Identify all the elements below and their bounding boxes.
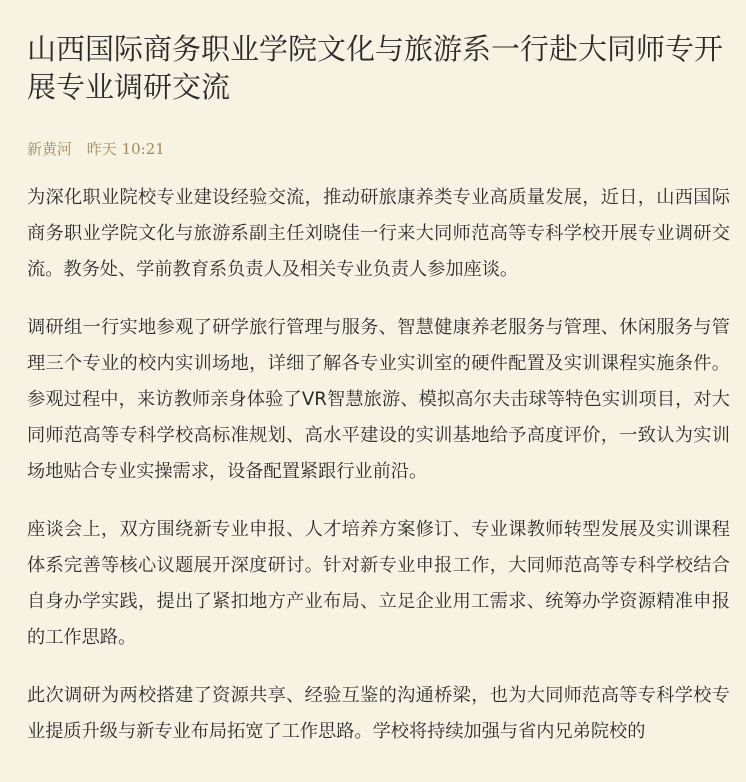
- article-title: 山西国际商务职业学院文化与旅游系一行赴大同师专开展专业调研交流: [27, 32, 724, 104]
- article-body: [27, 180, 730, 772]
- article-paragraph: 此次调研为两校搭建了资源共享、经验互鉴的沟通桥梁，也为大同师范高等专科学校专业提质升级与新专业布局拓宽了工作思路。学校将持续加强与省内兄弟院校的: [27, 685, 730, 742]
- article-meta: [27, 138, 165, 160]
- article-paragraph: 调研组一行实地参观了研学旅行管理与服务、智慧健康养老服务与管理、休闲服务与管理三个专业的校内实训场地，详细了解各专业实训室的硬件配置及实训课程实施条件。参观过程中，来访教师亲身体验了VR智慧旅游、模拟高尔夫击球等特色实训项目，对大同师范高等专科学校高标准规划、高水平建设的实训基地给予高度评价，一致认为实训场地贴合专业实操需求，设备配置紧跟行业前沿。: [27, 317, 730, 482]
- article-paragraph: 为深化职业院校专业建设经验交流，推动研旅康养类专业高质量发展，近日，山西国际商务职业学院文化与旅游系副主任刘晓佳一行来大同师范高等专科学校开展专业调研交流。教务处、学前教育系负责人及相关专业负责人参加座谈。: [27, 187, 730, 280]
- article-source[interactable]: 新黄河: [27, 140, 73, 158]
- article-paragraph: 座谈会上，双方围绕新专业申报、人才培养方案修订、专业课教师转型发展及实训课程体系完善等核心议题展开深度研讨。针对新专业申报工作，大同师范高等专科学校结合自身办学实践，提出了紧扣地方产业布局、立足企业用工需求、统筹办学资源精准申报的工作思路。: [27, 519, 730, 648]
- publish-time: 昨天 10:21: [86, 140, 165, 158]
